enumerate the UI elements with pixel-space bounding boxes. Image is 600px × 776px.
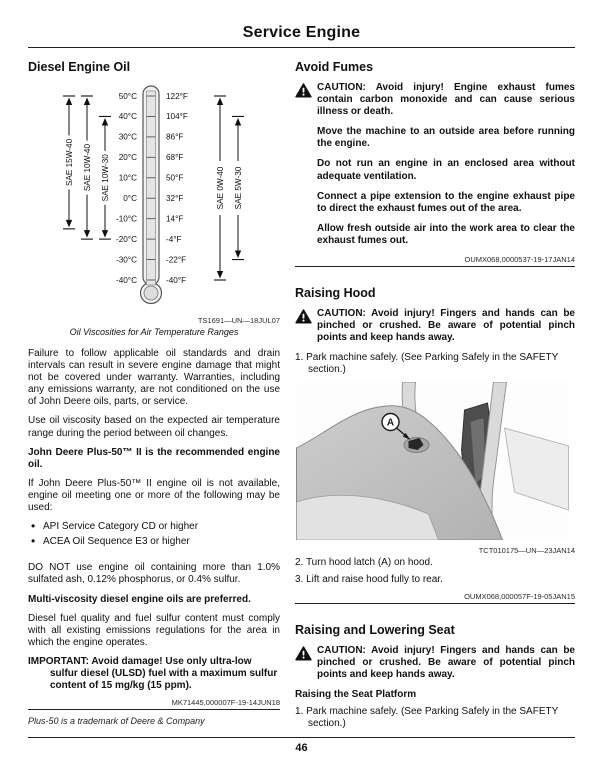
paragraph-do-not-use: DO NOT use engine oil containing more than 1.0% sulfated ash, 0.12% phosphorus, or 0.4% sulfur.: [28, 562, 280, 586]
caution-icon: [295, 83, 312, 103]
section-heading-raising-lowering-seat: Raising and Lowering Seat: [295, 622, 455, 637]
paragraph-oil-viscosity: Use oil viscosity based on the expected air temperature range during the period between oil changes.: [28, 415, 280, 439]
svg-text:SAE 10W-30: SAE 10W-30: [101, 154, 110, 202]
list-item: • ACEA Oil Sequence E3 or higher: [28, 536, 280, 548]
list-item: • API Service Category CD or higher: [28, 521, 280, 533]
page-header: [28, 24, 575, 48]
svg-text:SAE 10W-40: SAE 10W-40: [83, 143, 92, 192]
svg-text:SAE 5W-30: SAE 5W-30: [234, 166, 243, 210]
paragraph-fuel-quality: Diesel fuel quality and fuel sulfur content must comply with all existing emissions regulations for the area in which the engine operates.: [28, 612, 280, 648]
svg-text:50°C: 50°C: [118, 91, 137, 101]
caution-text: CAUTION: Avoid injury! Engine exhaust fumes contain carbon monoxide and can cause serious illness or death.: [317, 82, 575, 118]
svg-text:20°C: 20°C: [118, 153, 137, 163]
oil-viscosity-thermometer-figure: [28, 82, 280, 315]
section-avoid-fumes: [295, 60, 575, 267]
caution-icon: [295, 646, 312, 666]
svg-text:-4°F: -4°F: [166, 234, 182, 244]
important-note: IMPORTANT: Avoid damage! Use only ultra-low sulfur diesel (ULSD) fuel with a maximum sulfur content of 15 mg/kg (15 ppm).: [28, 655, 278, 692]
caution-paragraph: Allow fresh outside air into the work area to clear the exhaust fumes out.: [317, 222, 575, 246]
right-column: [295, 60, 575, 735]
paragraph-alternative-oil: If John Deere Plus-50™ II engine oil is not available, engine oil meeting one or more of the following may be used:: [28, 477, 280, 514]
svg-text:-20°C: -20°C: [115, 234, 137, 244]
caution-text: CAUTION: Avoid injury! Fingers and hands can be pinched or crushed. Be aware of potential pinch points and keep hands away.: [317, 308, 575, 344]
figure-caption: Oil Viscosities for Air Temperature Ranges: [69, 327, 239, 337]
caution-paragraph: Move the machine to an outside area before running the engine.: [317, 126, 575, 150]
caution-icon: [295, 309, 312, 329]
svg-text:86°F: 86°F: [166, 132, 184, 142]
svg-text:40°C: 40°C: [118, 112, 137, 122]
subheading-raising-seat-platform: Raising the Seat Platform: [295, 688, 417, 700]
section-id: OUMX068,000057F-19-05JAN15: [295, 592, 575, 604]
left-column: [28, 60, 280, 735]
paragraph-recommended-oil: John Deere Plus-50™ II is the recommended engine oil.: [28, 446, 280, 470]
svg-text:-10°C: -10°C: [115, 214, 137, 224]
svg-text:-40°F: -40°F: [166, 275, 187, 285]
section-heading-diesel-engine-oil: Diesel Engine Oil: [28, 60, 131, 74]
svg-text:-40°C: -40°C: [115, 275, 137, 285]
svg-text:50°F: 50°F: [166, 173, 184, 183]
page-footer: [28, 737, 575, 756]
svg-text:30°C: 30°C: [118, 132, 137, 142]
section-heading-avoid-fumes: Avoid Fumes: [295, 60, 374, 74]
paragraph-multi-viscosity: Multi-viscosity diesel engine oils are preferred.: [28, 593, 251, 605]
caution-paragraph: Do not run an engine in an enclosed area without adequate ventilation.: [317, 158, 575, 182]
oil-spec-list: [28, 521, 280, 548]
trademark-footnote: Plus-50 is a trademark of Deere & Company: [28, 716, 205, 726]
caution-paragraph: Connect a pipe extension to the engine exhaust pipe to direct the exhaust fumes out of the area.: [317, 190, 575, 214]
step-1: 1. Park machine safely. (See Parking Safely in the SAFETY section.): [295, 352, 559, 376]
svg-text:32°F: 32°F: [166, 194, 184, 204]
svg-text:-30°C: -30°C: [115, 255, 137, 265]
svg-text:SAE 0W-40: SAE 0W-40: [216, 166, 225, 210]
callout-letter: A: [386, 417, 395, 429]
section-heading-raising-hood: Raising Hood: [295, 286, 376, 301]
caution-text: CAUTION: Avoid injury! Fingers and hands can be pinched or crushed. Be aware of potential pinch points and keep hands away.: [317, 644, 575, 680]
svg-text:104°F: 104°F: [166, 112, 188, 122]
section-id: MK71445,000007F-19-14JUN18: [28, 698, 280, 710]
hood-illustration: [295, 382, 575, 545]
caution-block: [295, 645, 575, 681]
figure-id: TS1691—UN—18JUL07: [197, 316, 280, 325]
page-title: Service Engine: [242, 24, 361, 41]
step-1: 1. Park machine safely. (See Parking Safely in the SAFETY section.): [295, 705, 559, 730]
caution-block: [295, 82, 575, 118]
section-raising-hood: [295, 286, 575, 604]
figure-id: TCT010175—UN—23JAN14: [478, 545, 575, 555]
content-columns: [28, 60, 575, 735]
section-id: OUMX068,0000537-19-17JAN14: [295, 255, 575, 267]
svg-text:122°F: 122°F: [166, 91, 188, 101]
svg-text:-22°F: -22°F: [166, 255, 187, 265]
step-3: 3. Lift and raise hood fully to rear.: [295, 573, 443, 585]
svg-text:68°F: 68°F: [166, 153, 184, 163]
paragraph-oil-standards: Failure to follow applicable oil standards and drain intervals can result in severe engine damage that might not be covered under warranty. Warranties, including any emissions warranty, are not conditioned on the use of John Deere oils, parts, or service.: [28, 348, 280, 408]
step-2: 2. Turn hood latch (A) on hood.: [295, 556, 433, 568]
caution-block: [295, 308, 575, 344]
svg-text:0°C: 0°C: [123, 194, 137, 204]
svg-text:SAE 15W-40: SAE 15W-40: [65, 138, 74, 187]
thermometer-svg: [39, 82, 269, 310]
page-number: 46: [295, 742, 308, 754]
svg-text:14°F: 14°F: [166, 214, 184, 224]
section-raising-lowering-seat: [295, 623, 575, 730]
svg-text:10°C: 10°C: [118, 173, 137, 183]
